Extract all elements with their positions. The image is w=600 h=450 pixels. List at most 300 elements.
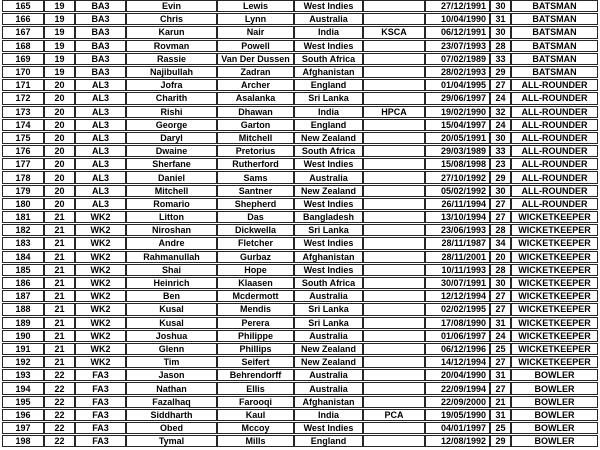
cell-last-name[interactable]: Hope bbox=[217, 264, 294, 276]
cell-country[interactable]: New Zealand bbox=[294, 356, 363, 368]
cell-country[interactable]: West Indies bbox=[294, 0, 363, 12]
cell-association[interactable] bbox=[363, 435, 425, 447]
cell-first-name[interactable]: Shai bbox=[126, 264, 217, 276]
cell-date-of-birth[interactable]: 04/01/1997 bbox=[425, 422, 490, 434]
cell-role[interactable]: BATSMAN bbox=[511, 40, 598, 52]
cell-row-id[interactable]: 192 bbox=[2, 356, 44, 368]
cell-role[interactable]: WICKETKEEPER bbox=[511, 303, 598, 315]
cell-last-name[interactable]: Powell bbox=[217, 40, 294, 52]
cell-role[interactable]: ALL-ROUNDER bbox=[511, 145, 598, 157]
cell-age[interactable]: 30 bbox=[490, 132, 511, 144]
cell-date-of-birth[interactable]: 10/04/1990 bbox=[425, 13, 490, 25]
cell-last-name[interactable]: Mills bbox=[217, 435, 294, 447]
cell-association[interactable] bbox=[363, 317, 425, 329]
cell-association[interactable] bbox=[363, 290, 425, 302]
cell-group-number[interactable]: 21 bbox=[44, 211, 75, 223]
cell-association[interactable] bbox=[363, 382, 425, 394]
cell-role[interactable]: BOWLER bbox=[511, 396, 598, 408]
cell-role[interactable]: ALL-ROUNDER bbox=[511, 92, 598, 104]
cell-age[interactable]: 30 bbox=[490, 0, 511, 12]
cell-role-code[interactable]: WK2 bbox=[75, 224, 126, 236]
cell-row-id[interactable]: 180 bbox=[2, 198, 44, 210]
cell-country[interactable]: West Indies bbox=[294, 264, 363, 276]
cell-last-name[interactable]: Gurbaz bbox=[217, 251, 294, 263]
cell-country[interactable]: New Zealand bbox=[294, 185, 363, 197]
cell-date-of-birth[interactable]: 20/05/1991 bbox=[425, 132, 490, 144]
cell-association[interactable] bbox=[363, 369, 425, 381]
cell-role-code[interactable]: AL3 bbox=[75, 198, 126, 210]
cell-age[interactable]: 33 bbox=[490, 145, 511, 157]
cell-role-code[interactable]: WK2 bbox=[75, 277, 126, 289]
cell-last-name[interactable]: Behrendorff bbox=[217, 369, 294, 381]
cell-first-name[interactable]: Tymal bbox=[126, 435, 217, 447]
cell-last-name[interactable]: Phillips bbox=[217, 343, 294, 355]
cell-age[interactable]: 31 bbox=[490, 409, 511, 421]
cell-group-number[interactable]: 22 bbox=[44, 435, 75, 447]
cell-first-name[interactable]: Najibullah bbox=[126, 66, 217, 78]
cell-role[interactable]: WICKETKEEPER bbox=[511, 264, 598, 276]
cell-association[interactable] bbox=[363, 198, 425, 210]
cell-date-of-birth[interactable]: 22/09/2000 bbox=[425, 396, 490, 408]
cell-group-number[interactable]: 20 bbox=[44, 79, 75, 91]
cell-last-name[interactable]: Rutherford bbox=[217, 158, 294, 170]
cell-role-code[interactable]: WK2 bbox=[75, 356, 126, 368]
cell-country[interactable]: India bbox=[294, 106, 363, 118]
cell-group-number[interactable]: 21 bbox=[44, 264, 75, 276]
cell-first-name[interactable]: Nathan bbox=[126, 382, 217, 394]
cell-association[interactable] bbox=[363, 303, 425, 315]
cell-last-name[interactable]: Sams bbox=[217, 171, 294, 183]
cell-first-name[interactable]: Fazalhaq bbox=[126, 396, 217, 408]
cell-row-id[interactable]: 196 bbox=[2, 409, 44, 421]
cell-age[interactable]: 27 bbox=[490, 356, 511, 368]
cell-date-of-birth[interactable]: 19/05/1990 bbox=[425, 409, 490, 421]
cell-last-name[interactable]: Lewis bbox=[217, 0, 294, 12]
cell-role-code[interactable]: AL3 bbox=[75, 145, 126, 157]
cell-association[interactable] bbox=[363, 185, 425, 197]
cell-association[interactable] bbox=[363, 343, 425, 355]
cell-role[interactable]: WICKETKEEPER bbox=[511, 237, 598, 249]
cell-last-name[interactable]: Santner bbox=[217, 185, 294, 197]
cell-group-number[interactable]: 19 bbox=[44, 0, 75, 12]
cell-country[interactable]: West Indies bbox=[294, 40, 363, 52]
cell-date-of-birth[interactable]: 01/04/1995 bbox=[425, 79, 490, 91]
cell-association[interactable] bbox=[363, 53, 425, 65]
cell-role[interactable]: WICKETKEEPER bbox=[511, 224, 598, 236]
cell-row-id[interactable]: 193 bbox=[2, 369, 44, 381]
cell-first-name[interactable]: Daniel bbox=[126, 171, 217, 183]
cell-row-id[interactable]: 170 bbox=[2, 66, 44, 78]
cell-association[interactable] bbox=[363, 211, 425, 223]
cell-country[interactable]: Australia bbox=[294, 369, 363, 381]
cell-last-name[interactable]: Seifert bbox=[217, 356, 294, 368]
cell-last-name[interactable]: Mccoy bbox=[217, 422, 294, 434]
cell-age[interactable]: 29 bbox=[490, 435, 511, 447]
cell-age[interactable]: 23 bbox=[490, 158, 511, 170]
cell-group-number[interactable]: 20 bbox=[44, 171, 75, 183]
cell-role-code[interactable]: WK2 bbox=[75, 290, 126, 302]
cell-row-id[interactable]: 190 bbox=[2, 330, 44, 342]
cell-age[interactable]: 30 bbox=[490, 277, 511, 289]
cell-last-name[interactable]: Dhawan bbox=[217, 106, 294, 118]
cell-row-id[interactable]: 178 bbox=[2, 171, 44, 183]
cell-role[interactable]: BATSMAN bbox=[511, 0, 598, 12]
cell-country[interactable]: New Zealand bbox=[294, 132, 363, 144]
cell-date-of-birth[interactable]: 23/07/1993 bbox=[425, 40, 490, 52]
cell-country[interactable]: New Zealand bbox=[294, 343, 363, 355]
cell-row-id[interactable]: 188 bbox=[2, 303, 44, 315]
cell-role-code[interactable]: WK2 bbox=[75, 343, 126, 355]
cell-date-of-birth[interactable]: 07/02/1989 bbox=[425, 53, 490, 65]
cell-group-number[interactable]: 21 bbox=[44, 317, 75, 329]
cell-country[interactable]: Sri Lanka bbox=[294, 92, 363, 104]
cell-date-of-birth[interactable]: 17/08/1990 bbox=[425, 317, 490, 329]
cell-country[interactable]: England bbox=[294, 119, 363, 131]
cell-group-number[interactable]: 21 bbox=[44, 224, 75, 236]
cell-group-number[interactable]: 20 bbox=[44, 185, 75, 197]
cell-date-of-birth[interactable]: 28/11/1987 bbox=[425, 237, 490, 249]
cell-role-code[interactable]: WK2 bbox=[75, 211, 126, 223]
cell-country[interactable]: Afghanistan bbox=[294, 251, 363, 263]
cell-age[interactable]: 27 bbox=[490, 303, 511, 315]
cell-last-name[interactable]: Ellis bbox=[217, 382, 294, 394]
cell-first-name[interactable]: Sherfane bbox=[126, 158, 217, 170]
cell-country[interactable]: West Indies bbox=[294, 422, 363, 434]
cell-age[interactable]: 21 bbox=[490, 396, 511, 408]
cell-first-name[interactable]: Tim bbox=[126, 356, 217, 368]
cell-country[interactable]: South Africa bbox=[294, 53, 363, 65]
cell-last-name[interactable]: Farooqi bbox=[217, 396, 294, 408]
cell-country[interactable]: Australia bbox=[294, 290, 363, 302]
cell-role[interactable]: ALL-ROUNDER bbox=[511, 106, 598, 118]
cell-role-code[interactable]: AL3 bbox=[75, 158, 126, 170]
cell-group-number[interactable]: 20 bbox=[44, 106, 75, 118]
cell-last-name[interactable]: Perera bbox=[217, 317, 294, 329]
cell-first-name[interactable]: Kusal bbox=[126, 317, 217, 329]
cell-role-code[interactable]: WK2 bbox=[75, 303, 126, 315]
cell-role[interactable]: BATSMAN bbox=[511, 26, 598, 38]
cell-association[interactable] bbox=[363, 224, 425, 236]
cell-first-name[interactable]: Rahmanullah bbox=[126, 251, 217, 263]
cell-association[interactable] bbox=[363, 158, 425, 170]
cell-row-id[interactable]: 197 bbox=[2, 422, 44, 434]
cell-role-code[interactable]: FA3 bbox=[75, 435, 126, 447]
cell-last-name[interactable]: Philippe bbox=[217, 330, 294, 342]
cell-association[interactable]: KSCA bbox=[363, 26, 425, 38]
cell-group-number[interactable]: 20 bbox=[44, 198, 75, 210]
cell-group-number[interactable]: 19 bbox=[44, 40, 75, 52]
cell-row-id[interactable]: 176 bbox=[2, 145, 44, 157]
cell-association[interactable] bbox=[363, 66, 425, 78]
cell-first-name[interactable]: Rassie bbox=[126, 53, 217, 65]
cell-age[interactable]: 29 bbox=[490, 66, 511, 78]
cell-age[interactable]: 28 bbox=[490, 40, 511, 52]
cell-role-code[interactable]: WK2 bbox=[75, 317, 126, 329]
cell-row-id[interactable]: 166 bbox=[2, 13, 44, 25]
cell-country[interactable]: Australia bbox=[294, 330, 363, 342]
cell-row-id[interactable]: 181 bbox=[2, 211, 44, 223]
cell-first-name[interactable]: Siddharth bbox=[126, 409, 217, 421]
cell-group-number[interactable]: 21 bbox=[44, 356, 75, 368]
cell-association[interactable] bbox=[363, 171, 425, 183]
cell-age[interactable]: 30 bbox=[490, 26, 511, 38]
cell-last-name[interactable]: Archer bbox=[217, 79, 294, 91]
cell-country[interactable]: Sri Lanka bbox=[294, 317, 363, 329]
cell-age[interactable]: 27 bbox=[490, 198, 511, 210]
cell-age[interactable]: 24 bbox=[490, 119, 511, 131]
cell-association[interactable]: HPCA bbox=[363, 106, 425, 118]
cell-role[interactable]: ALL-ROUNDER bbox=[511, 132, 598, 144]
cell-row-id[interactable]: 185 bbox=[2, 264, 44, 276]
cell-country[interactable]: India bbox=[294, 409, 363, 421]
cell-first-name[interactable]: Charith bbox=[126, 92, 217, 104]
cell-age[interactable]: 27 bbox=[490, 79, 511, 91]
cell-row-id[interactable]: 195 bbox=[2, 396, 44, 408]
cell-role[interactable]: BOWLER bbox=[511, 369, 598, 381]
cell-first-name[interactable]: Joshua bbox=[126, 330, 217, 342]
cell-country[interactable]: Afghanistan bbox=[294, 396, 363, 408]
cell-last-name[interactable]: Mitchell bbox=[217, 132, 294, 144]
cell-role-code[interactable]: BA3 bbox=[75, 53, 126, 65]
cell-role[interactable]: BOWLER bbox=[511, 382, 598, 394]
cell-last-name[interactable]: Shepherd bbox=[217, 198, 294, 210]
cell-country[interactable]: England bbox=[294, 79, 363, 91]
cell-first-name[interactable]: Heinrich bbox=[126, 277, 217, 289]
cell-row-id[interactable]: 184 bbox=[2, 251, 44, 263]
cell-role[interactable]: BATSMAN bbox=[511, 13, 598, 25]
cell-row-id[interactable]: 177 bbox=[2, 158, 44, 170]
cell-row-id[interactable]: 171 bbox=[2, 79, 44, 91]
cell-first-name[interactable]: Ben bbox=[126, 290, 217, 302]
cell-association[interactable] bbox=[363, 422, 425, 434]
cell-country[interactable]: South Africa bbox=[294, 145, 363, 157]
cell-row-id[interactable]: 165 bbox=[2, 0, 44, 12]
cell-last-name[interactable]: Lynn bbox=[217, 13, 294, 25]
cell-group-number[interactable]: 22 bbox=[44, 422, 75, 434]
cell-row-id[interactable]: 168 bbox=[2, 40, 44, 52]
cell-row-id[interactable]: 175 bbox=[2, 132, 44, 144]
cell-last-name[interactable]: Mendis bbox=[217, 303, 294, 315]
cell-group-number[interactable]: 20 bbox=[44, 92, 75, 104]
cell-role-code[interactable]: FA3 bbox=[75, 409, 126, 421]
cell-first-name[interactable]: George bbox=[126, 119, 217, 131]
cell-association[interactable] bbox=[363, 119, 425, 131]
cell-group-number[interactable]: 21 bbox=[44, 251, 75, 263]
cell-row-id[interactable]: 187 bbox=[2, 290, 44, 302]
cell-country[interactable]: South Africa bbox=[294, 277, 363, 289]
cell-first-name[interactable]: Niroshan bbox=[126, 224, 217, 236]
cell-date-of-birth[interactable]: 27/12/1991 bbox=[425, 0, 490, 12]
cell-role-code[interactable]: WK2 bbox=[75, 330, 126, 342]
cell-date-of-birth[interactable]: 13/10/1994 bbox=[425, 211, 490, 223]
cell-country[interactable]: Afghanistan bbox=[294, 66, 363, 78]
cell-role-code[interactable]: FA3 bbox=[75, 382, 126, 394]
cell-age[interactable]: 33 bbox=[490, 53, 511, 65]
cell-role-code[interactable]: AL3 bbox=[75, 185, 126, 197]
cell-association[interactable] bbox=[363, 0, 425, 12]
cell-role-code[interactable]: AL3 bbox=[75, 119, 126, 131]
cell-association[interactable] bbox=[363, 145, 425, 157]
cell-role[interactable]: WICKETKEEPER bbox=[511, 251, 598, 263]
cell-association[interactable] bbox=[363, 251, 425, 263]
cell-age[interactable]: 24 bbox=[490, 330, 511, 342]
cell-group-number[interactable]: 20 bbox=[44, 119, 75, 131]
cell-association[interactable] bbox=[363, 132, 425, 144]
cell-group-number[interactable]: 21 bbox=[44, 303, 75, 315]
cell-date-of-birth[interactable]: 02/02/1995 bbox=[425, 303, 490, 315]
cell-row-id[interactable]: 174 bbox=[2, 119, 44, 131]
cell-last-name[interactable]: Garton bbox=[217, 119, 294, 131]
cell-first-name[interactable]: Litton bbox=[126, 211, 217, 223]
cell-row-id[interactable]: 172 bbox=[2, 92, 44, 104]
cell-first-name[interactable]: Romario bbox=[126, 198, 217, 210]
cell-age[interactable]: 28 bbox=[490, 224, 511, 236]
cell-role-code[interactable]: WK2 bbox=[75, 237, 126, 249]
cell-group-number[interactable]: 19 bbox=[44, 13, 75, 25]
cell-first-name[interactable]: Jason bbox=[126, 369, 217, 381]
cell-last-name[interactable]: Fletcher bbox=[217, 237, 294, 249]
cell-role-code[interactable]: BA3 bbox=[75, 66, 126, 78]
cell-group-number[interactable]: 19 bbox=[44, 26, 75, 38]
cell-age[interactable]: 31 bbox=[490, 317, 511, 329]
cell-last-name[interactable]: Dickwella bbox=[217, 224, 294, 236]
cell-association[interactable] bbox=[363, 356, 425, 368]
cell-date-of-birth[interactable]: 23/06/1993 bbox=[425, 224, 490, 236]
cell-group-number[interactable]: 20 bbox=[44, 158, 75, 170]
cell-date-of-birth[interactable]: 28/11/2001 bbox=[425, 251, 490, 263]
cell-association[interactable] bbox=[363, 277, 425, 289]
cell-date-of-birth[interactable]: 15/04/1997 bbox=[425, 119, 490, 131]
cell-role[interactable]: WICKETKEEPER bbox=[511, 211, 598, 223]
cell-group-number[interactable]: 21 bbox=[44, 330, 75, 342]
cell-role-code[interactable]: FA3 bbox=[75, 369, 126, 381]
cell-association[interactable] bbox=[363, 237, 425, 249]
cell-first-name[interactable]: Andre bbox=[126, 237, 217, 249]
cell-last-name[interactable]: Asalanka bbox=[217, 92, 294, 104]
cell-date-of-birth[interactable]: 06/12/1991 bbox=[425, 26, 490, 38]
cell-role-code[interactable]: BA3 bbox=[75, 13, 126, 25]
cell-date-of-birth[interactable]: 14/12/1994 bbox=[425, 356, 490, 368]
cell-row-id[interactable]: 191 bbox=[2, 343, 44, 355]
cell-group-number[interactable]: 20 bbox=[44, 132, 75, 144]
cell-association[interactable] bbox=[363, 330, 425, 342]
cell-first-name[interactable]: Rishi bbox=[126, 106, 217, 118]
cell-role-code[interactable]: BA3 bbox=[75, 0, 126, 12]
cell-last-name[interactable]: Das bbox=[217, 211, 294, 223]
cell-age[interactable]: 25 bbox=[490, 422, 511, 434]
cell-last-name[interactable]: Van Der Dussen bbox=[217, 53, 294, 65]
cell-group-number[interactable]: 21 bbox=[44, 237, 75, 249]
cell-row-id[interactable]: 183 bbox=[2, 237, 44, 249]
cell-role[interactable]: ALL-ROUNDER bbox=[511, 158, 598, 170]
cell-first-name[interactable]: Mitchell bbox=[126, 185, 217, 197]
cell-first-name[interactable]: Karun bbox=[126, 26, 217, 38]
cell-group-number[interactable]: 22 bbox=[44, 396, 75, 408]
cell-date-of-birth[interactable]: 26/11/1994 bbox=[425, 198, 490, 210]
cell-last-name[interactable]: Zadran bbox=[217, 66, 294, 78]
cell-date-of-birth[interactable]: 12/08/1992 bbox=[425, 435, 490, 447]
cell-row-id[interactable]: 194 bbox=[2, 382, 44, 394]
cell-role[interactable]: ALL-ROUNDER bbox=[511, 185, 598, 197]
cell-role-code[interactable]: AL3 bbox=[75, 171, 126, 183]
cell-row-id[interactable]: 167 bbox=[2, 26, 44, 38]
cell-row-id[interactable]: 189 bbox=[2, 317, 44, 329]
cell-country[interactable]: Sri Lanka bbox=[294, 224, 363, 236]
cell-age[interactable]: 34 bbox=[490, 237, 511, 249]
cell-first-name[interactable]: Obed bbox=[126, 422, 217, 434]
cell-row-id[interactable]: 179 bbox=[2, 185, 44, 197]
cell-association[interactable] bbox=[363, 92, 425, 104]
cell-association[interactable] bbox=[363, 264, 425, 276]
cell-group-number[interactable]: 21 bbox=[44, 290, 75, 302]
cell-age[interactable]: 27 bbox=[490, 211, 511, 223]
cell-role[interactable]: WICKETKEEPER bbox=[511, 343, 598, 355]
cell-role-code[interactable]: AL3 bbox=[75, 92, 126, 104]
cell-last-name[interactable]: Klaasen bbox=[217, 277, 294, 289]
cell-role[interactable]: BOWLER bbox=[511, 435, 598, 447]
cell-group-number[interactable]: 20 bbox=[44, 145, 75, 157]
cell-date-of-birth[interactable]: 12/12/1994 bbox=[425, 290, 490, 302]
cell-role-code[interactable]: AL3 bbox=[75, 132, 126, 144]
cell-role[interactable]: WICKETKEEPER bbox=[511, 317, 598, 329]
cell-date-of-birth[interactable]: 28/02/1993 bbox=[425, 66, 490, 78]
cell-group-number[interactable]: 22 bbox=[44, 382, 75, 394]
cell-role[interactable]: BATSMAN bbox=[511, 66, 598, 78]
cell-date-of-birth[interactable]: 10/11/1993 bbox=[425, 264, 490, 276]
cell-last-name[interactable]: Pretorius bbox=[217, 145, 294, 157]
cell-country[interactable]: West Indies bbox=[294, 158, 363, 170]
cell-age[interactable]: 32 bbox=[490, 106, 511, 118]
cell-association[interactable] bbox=[363, 40, 425, 52]
cell-role[interactable]: ALL-ROUNDER bbox=[511, 198, 598, 210]
cell-country[interactable]: India bbox=[294, 26, 363, 38]
cell-association[interactable] bbox=[363, 79, 425, 91]
cell-row-id[interactable]: 198 bbox=[2, 435, 44, 447]
cell-role[interactable]: ALL-ROUNDER bbox=[511, 171, 598, 183]
cell-association[interactable] bbox=[363, 13, 425, 25]
cell-age[interactable]: 28 bbox=[490, 264, 511, 276]
cell-group-number[interactable]: 22 bbox=[44, 369, 75, 381]
cell-date-of-birth[interactable]: 06/12/1996 bbox=[425, 343, 490, 355]
cell-last-name[interactable]: Mcdermott bbox=[217, 290, 294, 302]
cell-role-code[interactable]: BA3 bbox=[75, 26, 126, 38]
cell-role-code[interactable]: WK2 bbox=[75, 251, 126, 263]
cell-first-name[interactable]: Chris bbox=[126, 13, 217, 25]
cell-date-of-birth[interactable]: 22/09/1994 bbox=[425, 382, 490, 394]
cell-group-number[interactable]: 22 bbox=[44, 409, 75, 421]
cell-group-number[interactable]: 19 bbox=[44, 66, 75, 78]
cell-country[interactable]: Australia bbox=[294, 13, 363, 25]
cell-role-code[interactable]: BA3 bbox=[75, 40, 126, 52]
cell-country[interactable]: Sri Lanka bbox=[294, 303, 363, 315]
cell-age[interactable]: 27 bbox=[490, 382, 511, 394]
cell-age[interactable]: 31 bbox=[490, 369, 511, 381]
cell-role[interactable]: BATSMAN bbox=[511, 53, 598, 65]
cell-last-name[interactable]: Kaul bbox=[217, 409, 294, 421]
cell-role-code[interactable]: AL3 bbox=[75, 79, 126, 91]
cell-date-of-birth[interactable]: 19/02/1990 bbox=[425, 106, 490, 118]
cell-country[interactable]: West Indies bbox=[294, 237, 363, 249]
cell-age[interactable]: 27 bbox=[490, 290, 511, 302]
cell-country[interactable]: Australia bbox=[294, 382, 363, 394]
cell-role[interactable]: ALL-ROUNDER bbox=[511, 79, 598, 91]
cell-date-of-birth[interactable]: 01/06/1997 bbox=[425, 330, 490, 342]
cell-country[interactable]: England bbox=[294, 435, 363, 447]
cell-association[interactable] bbox=[363, 396, 425, 408]
cell-row-id[interactable]: 186 bbox=[2, 277, 44, 289]
cell-date-of-birth[interactable]: 29/03/1989 bbox=[425, 145, 490, 157]
cell-first-name[interactable]: Glenn bbox=[126, 343, 217, 355]
